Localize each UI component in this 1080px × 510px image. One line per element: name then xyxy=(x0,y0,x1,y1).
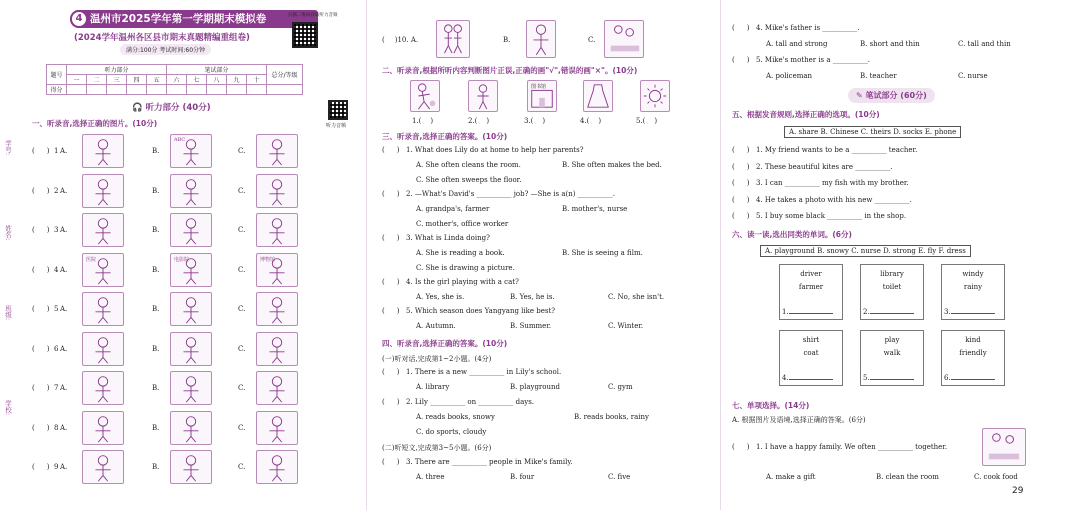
option-a-label: A. xyxy=(60,226,68,234)
question-text: 4. Is the girl playing with a cat? xyxy=(406,278,519,286)
option-c[interactable]: C. tall and thin xyxy=(958,40,1011,48)
s2-blank-4[interactable]: 4.( ) xyxy=(580,117,602,125)
picture-option[interactable] xyxy=(256,213,298,247)
option-a[interactable]: A. three xyxy=(416,473,445,481)
picture-option[interactable] xyxy=(82,174,124,208)
score-cell[interactable] xyxy=(227,85,247,95)
answer-paren[interactable]: ( ) xyxy=(32,305,50,313)
section4-part1: (一)听对话,完成第1~2小题。(4分) xyxy=(382,355,492,363)
option-a[interactable]: A. Yes, she is. xyxy=(416,293,465,301)
section3-title: 三、听录音,选择正确的答案。(10分) xyxy=(382,132,508,141)
answer-blank[interactable]: 5. xyxy=(863,374,914,382)
s2-blank-2[interactable]: 2.( ) xyxy=(468,117,490,125)
question-text: 1. My friend wants to be a __________ teacher. xyxy=(756,146,918,154)
answer-paren[interactable]: ( ) xyxy=(32,463,50,471)
option-b[interactable]: B. She is seeing a film. xyxy=(562,249,643,257)
option-c[interactable]: C. No, she isn't. xyxy=(608,293,665,301)
picture-option[interactable] xyxy=(256,371,298,405)
option-c-label: C. xyxy=(238,423,246,432)
side-label-school: 学校: xyxy=(4,400,12,416)
word-2: walk xyxy=(883,349,901,357)
picture-caption: ABC xyxy=(174,137,186,143)
section1-title: 一、听录音,选择正确的图片。(10分) xyxy=(32,119,158,128)
answer-blank[interactable]: 1. xyxy=(782,308,833,316)
section7-title: 七、单项选择。(14分) xyxy=(732,401,810,410)
option-b[interactable]: B. Yes, he is. xyxy=(510,293,555,301)
option-b-label: B. xyxy=(152,265,160,274)
listening-qr-icon[interactable] xyxy=(328,100,348,120)
answer-blank[interactable]: 2. xyxy=(863,308,914,316)
word-1: kind xyxy=(965,336,981,344)
question-text: 2. Lily __________ on __________ days. xyxy=(406,398,535,406)
answer-blank[interactable]: 4. xyxy=(782,374,833,382)
question-number: 9 xyxy=(54,463,59,471)
section4-part2: (二)听短文,完成第3~5小题。(6分) xyxy=(382,444,492,452)
picture-caption: 医院 xyxy=(86,256,97,263)
question-text: 4. Mike's father is __________. xyxy=(756,24,860,32)
exam-number-badge: 4 xyxy=(70,10,88,28)
headphones-icon: 🎧 xyxy=(132,103,146,113)
question-number: 4 xyxy=(54,265,59,274)
option-a[interactable]: A. reads books, snowy xyxy=(416,413,495,421)
side-label-id: 学号: xyxy=(4,140,12,156)
col-5: 五 xyxy=(147,75,167,85)
score-cell[interactable] xyxy=(267,85,303,95)
answer-paren[interactable]: ( ) xyxy=(732,443,750,451)
score-cell[interactable] xyxy=(107,85,127,95)
answer-paren[interactable]: ( ) xyxy=(382,146,400,154)
answer-paren[interactable]: ( ) xyxy=(382,368,400,376)
option-b[interactable]: B. four xyxy=(510,473,535,481)
picture-option xyxy=(410,80,440,112)
picture-option[interactable] xyxy=(256,174,298,208)
answer-paren[interactable]: ( ) xyxy=(732,146,750,154)
option-b[interactable]: B. reads books, rainy xyxy=(574,413,649,421)
answer-paren[interactable]: ( ) xyxy=(732,195,750,204)
total-label: 总分/等级 xyxy=(267,65,303,85)
question-text: 4. He takes a photo with his new __________. xyxy=(756,195,912,204)
option-c[interactable]: C. nurse xyxy=(958,72,988,80)
score-cell[interactable] xyxy=(167,85,187,95)
page-divider xyxy=(720,0,721,510)
word-2: friendly xyxy=(959,349,987,357)
picture-option[interactable] xyxy=(170,371,212,405)
exam-title: 温州市2025学年第一学期期末模拟卷 xyxy=(90,13,267,25)
option-a[interactable]: A. She often cleans the room. xyxy=(416,161,521,169)
section2-title: 二、听录音,根据所听内容判断图片正误,正确的画"√",错误的画"×"。(10分) xyxy=(382,66,638,75)
exam-meta: 满分:100分 考试时间:60分钟 xyxy=(120,44,211,55)
score-cell[interactable] xyxy=(147,85,167,95)
answer-paren[interactable]: ( ) xyxy=(32,423,50,432)
s2-blank-5[interactable]: 5.( ) xyxy=(636,117,658,125)
option-a[interactable]: A. She is reading a book. xyxy=(416,249,505,257)
picture-option[interactable] xyxy=(436,20,470,58)
option-b[interactable]: B. clean the room xyxy=(876,473,939,481)
question-text: 1. There is a new __________ in Lily's school. xyxy=(406,368,562,376)
q10-row: ( )10. A. xyxy=(382,36,419,44)
picture-option[interactable] xyxy=(526,20,556,58)
picture-option[interactable] xyxy=(82,134,124,168)
option-a[interactable]: A. policeman xyxy=(766,72,813,80)
s2-blank-1[interactable]: 1.( ) xyxy=(412,117,434,125)
question-text: 3. I can __________ my fish with my brother. xyxy=(756,179,909,187)
col-1: 一 xyxy=(67,75,87,85)
option-a[interactable]: A. make a gift xyxy=(766,473,816,481)
option-c[interactable]: C. She often sweeps the floor. xyxy=(416,176,522,184)
answer-paren[interactable]: ( ) xyxy=(382,190,400,198)
word-1: windy xyxy=(962,270,984,278)
word-1: driver xyxy=(800,270,822,278)
question-number: 1 xyxy=(54,147,59,155)
picture-option[interactable] xyxy=(256,292,298,326)
answer-paren[interactable]: ( ) xyxy=(732,56,750,64)
option-c-label: C. xyxy=(238,305,246,313)
option-a-label: A. xyxy=(60,344,68,353)
answer-paren[interactable]: ( ) xyxy=(732,212,750,220)
word-2: farmer xyxy=(798,283,824,291)
page-number: 29 xyxy=(1012,486,1024,496)
col-8: 八 xyxy=(207,75,227,85)
write-group-label: 笔试部分 xyxy=(167,65,267,75)
answer-paren[interactable]: ( ) xyxy=(732,162,750,171)
question-number: 5 xyxy=(54,305,59,313)
question-text: 5. Which season does Yangyang like best? xyxy=(406,307,556,315)
option-b[interactable]: B. mother's, nurse xyxy=(562,205,628,213)
picture-option[interactable] xyxy=(82,411,124,445)
score-cell[interactable] xyxy=(127,85,147,95)
sun-picture xyxy=(640,80,670,112)
answer-paren[interactable]: ( ) xyxy=(382,398,400,406)
option-b-label: B. xyxy=(152,344,160,353)
score-cell[interactable] xyxy=(67,85,87,95)
answer-paren[interactable]: ( ) xyxy=(32,384,50,392)
answer-paren[interactable]: ( ) xyxy=(382,307,400,315)
answer-paren[interactable]: ( ) xyxy=(32,226,50,234)
section5-title: 五、根据发音规则,选择正确的选项。(10分) xyxy=(732,110,880,119)
exam-title-banner xyxy=(70,10,318,28)
option-a[interactable]: A. grandpa's, farmer xyxy=(416,205,490,213)
picture-option[interactable] xyxy=(170,450,212,484)
s2-blank-3[interactable]: 3.( ) xyxy=(524,117,546,125)
option-a-label: A. xyxy=(60,384,68,392)
option-c[interactable]: C. gym xyxy=(608,383,633,391)
question-text: 3. What is Linda doing? xyxy=(406,234,490,242)
picture-option[interactable] xyxy=(170,253,212,287)
question-number: 3 xyxy=(54,226,59,234)
option-b-label: B. xyxy=(152,226,160,234)
option-c-label: C. xyxy=(238,344,246,353)
picture-option[interactable] xyxy=(256,450,298,484)
pencil-icon: ✎ xyxy=(856,91,866,100)
section7-sub: A. 根据图片及语境,选择正确的答案。(6分) xyxy=(732,416,866,424)
answer-paren[interactable]: ( ) xyxy=(32,147,50,155)
picture-option[interactable] xyxy=(170,411,212,445)
family-picture xyxy=(982,428,1026,466)
option-c[interactable]: C. five xyxy=(608,473,631,481)
option-b-label: B. xyxy=(152,463,160,471)
option-a-label: A. xyxy=(60,305,68,313)
picture-option[interactable] xyxy=(170,134,212,168)
word-2: coat xyxy=(803,349,819,357)
answer-paren[interactable]: ( ) xyxy=(32,186,50,195)
option-c-label: C. xyxy=(238,265,246,274)
option-b[interactable]: B. playground xyxy=(510,383,560,391)
library-picture xyxy=(527,80,557,112)
question-number: 7 xyxy=(54,384,59,392)
section4-title: 四、听录音,选择正确的答案。(10分) xyxy=(382,339,508,348)
score-cell[interactable] xyxy=(247,85,267,95)
section5-options: A. share B. Chinese C. theirs D. socks E. phone xyxy=(784,126,961,138)
answer-blank[interactable]: 6. xyxy=(944,374,995,382)
option-a[interactable]: A. tall and strong xyxy=(766,40,828,48)
score-cell[interactable] xyxy=(187,85,207,95)
option-c[interactable]: C. cook food xyxy=(974,473,1018,481)
col-2: 二 xyxy=(87,75,107,85)
word-group-box xyxy=(779,264,843,320)
col-7: 七 xyxy=(187,75,207,85)
score-cell[interactable] xyxy=(87,85,107,95)
word-group-box xyxy=(941,264,1005,320)
option-b[interactable]: B. She often makes the bed. xyxy=(562,161,662,169)
option-a-label: A. xyxy=(60,147,68,155)
option-a-label: A. xyxy=(60,463,68,471)
picture-option[interactable] xyxy=(604,20,644,58)
picture-option xyxy=(468,80,498,112)
word-1: play xyxy=(884,336,900,344)
question-number: 2 xyxy=(54,186,59,195)
dress-picture xyxy=(583,80,613,112)
word-1: shirt xyxy=(802,336,820,344)
score-table-label: 题号 xyxy=(47,65,67,85)
word-group-box xyxy=(860,264,924,320)
answer-paren[interactable]: ( ) xyxy=(732,179,750,187)
section6-title: 六、读一读,选出同类的单词。(6分) xyxy=(732,230,852,239)
word-1: library xyxy=(880,270,904,278)
question-text: 5. I buy some black __________ in the shop. xyxy=(756,212,907,220)
question-number: 6 xyxy=(54,344,59,353)
picture-option[interactable] xyxy=(256,134,298,168)
option-c-label: C. xyxy=(238,384,246,392)
picture-option[interactable] xyxy=(82,332,124,366)
picture-option[interactable] xyxy=(170,213,212,247)
picture-caption: 博物馆 xyxy=(260,256,276,263)
question-text: 2. These beautiful kites are __________. xyxy=(756,162,893,171)
option-c-label: C. xyxy=(238,226,246,234)
col-9: 九 xyxy=(227,75,247,85)
answer-blank[interactable]: 3. xyxy=(944,308,995,316)
answer-paren[interactable]: ( ) xyxy=(382,278,400,286)
option-c[interactable]: C. mother's, office worker xyxy=(416,220,509,228)
answer-paren[interactable]: ( ) xyxy=(32,265,50,274)
picture-option[interactable] xyxy=(170,292,212,326)
option-a-label: A. xyxy=(60,265,68,274)
answer-paren[interactable]: ( ) xyxy=(382,234,400,242)
option-a[interactable]: A. Autumn. xyxy=(416,322,456,330)
side-label-name: 姓名: xyxy=(4,225,12,241)
picture-option[interactable] xyxy=(82,371,124,405)
score-row-label: 得分 xyxy=(47,85,67,95)
col-6: 六 xyxy=(167,75,187,85)
col-4: 四 xyxy=(127,75,147,85)
option-b[interactable]: B. Summer. xyxy=(510,322,552,330)
answer-paren[interactable]: ( ) xyxy=(732,24,750,32)
picture-option[interactable] xyxy=(256,332,298,366)
option-b-label: B. xyxy=(152,186,160,195)
option-c-label: C. xyxy=(238,186,246,195)
question-text: 5. Mike's mother is a __________. xyxy=(756,56,871,64)
option-b-label: B. xyxy=(152,423,160,432)
question-text: 1. I have a happy family. We often __________ together. xyxy=(756,443,948,451)
word-2: rainy xyxy=(963,283,983,291)
option-c[interactable]: C. She is drawing a picture. xyxy=(416,264,515,272)
answer-paren[interactable]: ( ) xyxy=(32,344,50,353)
picture-option[interactable] xyxy=(82,253,124,287)
picture-caption: 电影院 xyxy=(174,256,190,263)
word-group-box xyxy=(860,330,924,386)
side-label-class: 班级: xyxy=(4,305,12,321)
word-group-box xyxy=(941,330,1005,386)
option-b[interactable]: B. teacher xyxy=(860,72,897,80)
q10-c-label: C. xyxy=(588,36,596,44)
qr-note: 扫描二维码获取听力音频 xyxy=(288,13,338,18)
question-number: 8 xyxy=(54,423,59,432)
col-10: 十 xyxy=(247,75,267,85)
option-b-label: B. xyxy=(152,147,160,155)
library-sign: 图书馆 xyxy=(531,84,547,90)
written-title: ✎ 笔试部分 (60分) xyxy=(848,88,935,103)
answer-paren[interactable]: ( ) xyxy=(382,458,400,466)
picture-option[interactable] xyxy=(256,253,298,287)
listening-qr-label: 听力音频 xyxy=(326,123,347,129)
word-2: toilet xyxy=(882,283,902,291)
listen-group-label: 听力部分 xyxy=(67,65,167,75)
option-b-label: B. xyxy=(152,305,160,313)
exam-subtitle: (2024学年温州各区县市期末真题精编重组卷) xyxy=(74,33,250,43)
picture-option[interactable] xyxy=(256,411,298,445)
picture-option[interactable] xyxy=(170,332,212,366)
option-a-label: A. xyxy=(60,186,68,195)
listening-title: 🎧 听力部分 (40分) xyxy=(132,103,211,113)
option-a-label: A. xyxy=(60,423,68,432)
col-3: 三 xyxy=(107,75,127,85)
option-c[interactable]: C. do sports, cloudy xyxy=(416,428,487,436)
page-divider xyxy=(366,0,367,510)
picture-option[interactable] xyxy=(82,292,124,326)
picture-option[interactable] xyxy=(82,450,124,484)
option-c[interactable]: C. Winter. xyxy=(608,322,644,330)
option-a[interactable]: A. library xyxy=(416,383,450,391)
picture-option[interactable] xyxy=(82,213,124,247)
question-text: 1. What does Lily do at home to help her parents? xyxy=(406,146,584,154)
question-text: 2. —What's David's __________ job? —She is a(n) __________. xyxy=(406,190,615,198)
section6-options: A. playground B. snowy C. nurse D. strong E. fly F. dress xyxy=(760,245,971,257)
qr-code-icon[interactable] xyxy=(292,22,318,48)
option-c-label: C. xyxy=(238,463,246,471)
option-b[interactable]: B. short and thin xyxy=(860,40,920,48)
score-table xyxy=(46,64,303,95)
picture-option[interactable] xyxy=(170,174,212,208)
question-text: 3. There are __________ people in Mike's family. xyxy=(406,458,573,466)
option-c-label: C. xyxy=(238,147,246,155)
option-b-label: B. xyxy=(152,384,160,392)
word-group-box xyxy=(779,330,843,386)
score-cell[interactable] xyxy=(207,85,227,95)
q10-b-label: B. xyxy=(503,36,511,44)
